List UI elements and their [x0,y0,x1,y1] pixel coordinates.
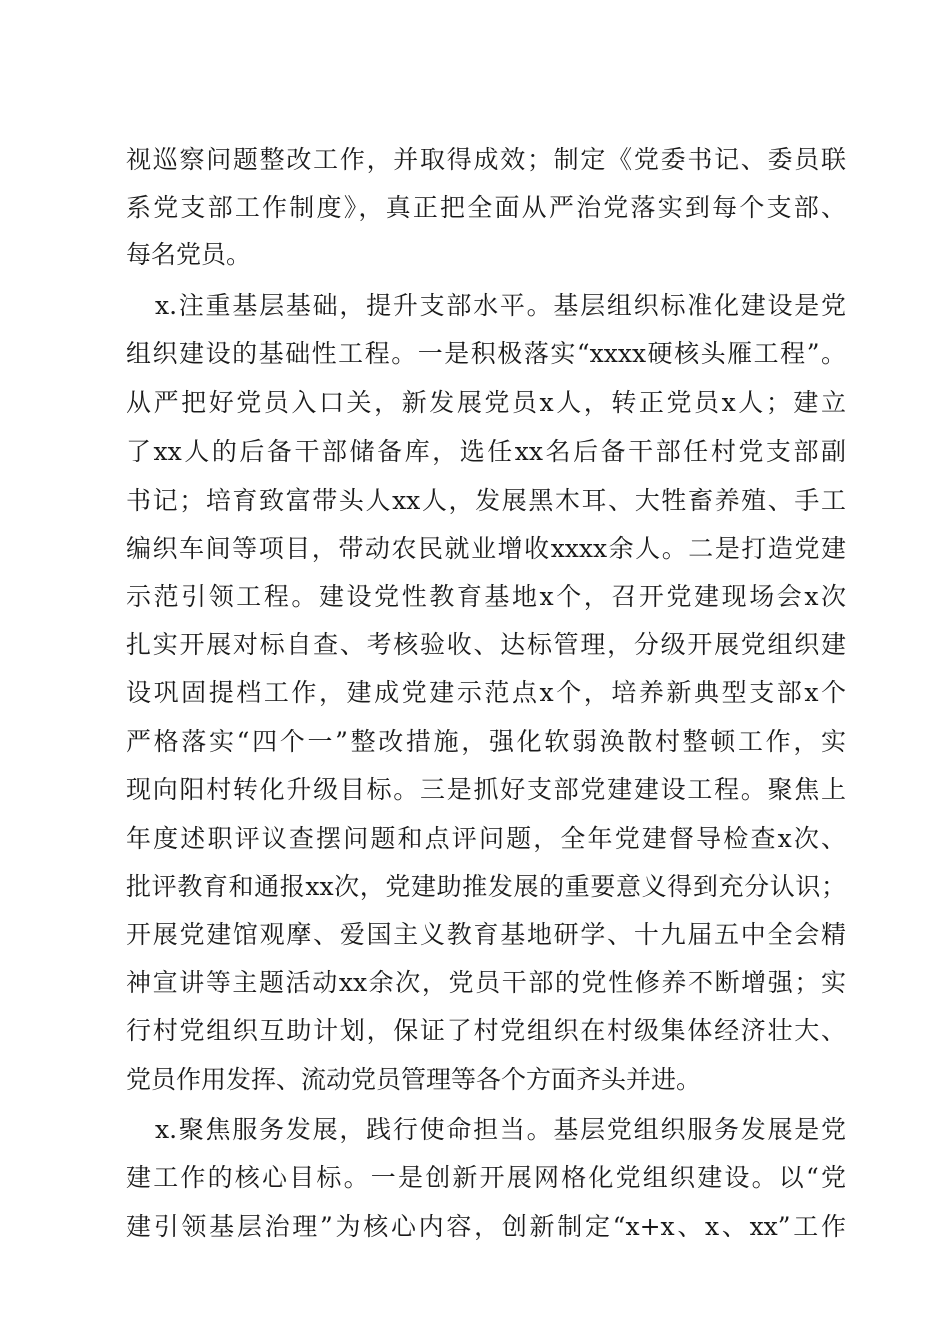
text-line: 年度述职评议查摆问题和点评问题，全年党建督导检查x次、 [126,824,846,853]
text-line: 现向阳村转化升级目标。三是抓好支部党建建设工程。聚焦上 [126,775,846,804]
paragraph-heading-line: x.注重基层基础，提升支部水平。基层组织标准化建设是党 [155,291,846,320]
text-line: 设巩固提档工作，建成党建示范点x个，培养新典型支部x个 [126,678,846,707]
text-line: 批评教育和通报xx次，党建助推发展的重要意义得到充分认识； [126,872,846,901]
text-line: 建工作的核心目标。一是创新开展网格化党组织建设。以“党 [126,1163,846,1192]
text-line: 开展党建馆观摩、爱国主义教育基地研学、十九届五中全会精 [126,920,846,949]
text-line: 从严把好党员入口关，新发展党员x人，转正党员x人；建立 [126,388,846,417]
text-line: 示范引领工程。建设党性教育基地x个，召开党建现场会x次 [126,582,846,611]
text-line: 行村党组织互助计划，保证了村党组织在村级集体经济壮大、 [126,1016,846,1045]
text-line: 严格落实“四个一”整改措施，强化软弱涣散村整顿工作，实 [126,727,846,756]
text-line: 建引领基层治理”为核心内容，创新制定“x+x、x、xx”工作 [126,1212,846,1241]
text-line: 每名党员。 [126,240,252,269]
text-line: 扎实开展对标自查、考核验收、达标管理，分级开展党组织建 [126,630,846,659]
text-line: 了xx人的后备干部储备库，选任xx名后备干部任村党支部副 [126,437,846,466]
text-line: 组织建设的基础性工程。一是积极落实“xxxx硬核头雁工程”。 [126,339,846,368]
paragraph-heading-line: x.聚焦服务发展，践行使命担当。基层党组织服务发展是党 [155,1115,846,1144]
text-line: 书记；培育致富带头人xx人，发展黑木耳、大牲畜养殖、手工 [126,486,846,515]
text-line: 视巡察问题整改工作，并取得成效；制定《党委书记、委员联 [126,145,846,174]
text-line: 系党支部工作制度》，真正把全面从严治党落实到每个支部、 [126,193,846,222]
text-line: 编织车间等项目，带动农民就业增收xxxx余人。二是打造党建 [126,534,846,563]
text-line: 党员作用发挥、流动党员管理等各个方面齐头并进。 [126,1065,702,1094]
text-line: 神宣讲等主题活动xx余次，党员干部的党性修养不断增强；实 [126,968,846,997]
